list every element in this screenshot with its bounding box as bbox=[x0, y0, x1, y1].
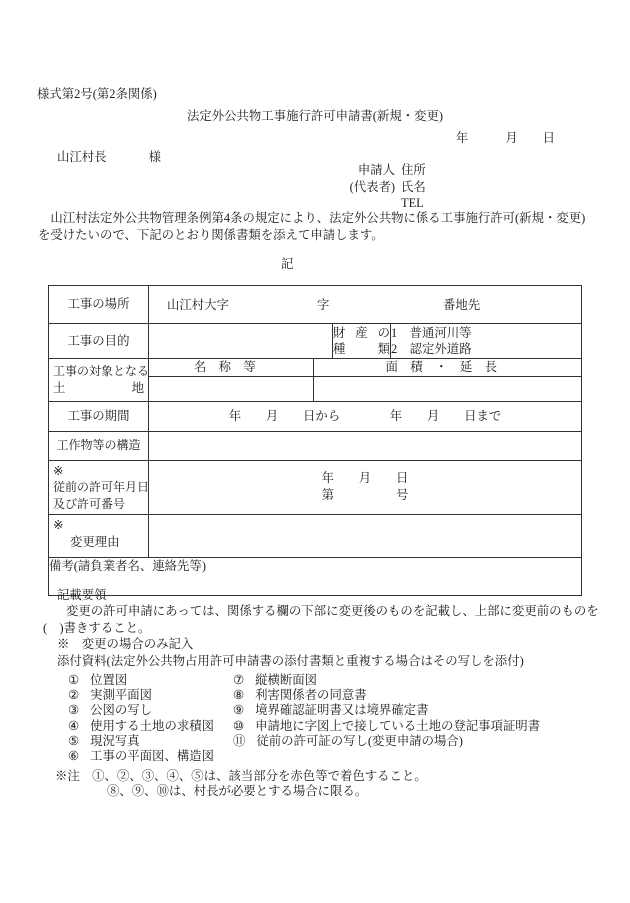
property-type-label-cell bbox=[333, 324, 391, 359]
attachment-item-5 bbox=[68, 734, 233, 749]
page-title: 法定外公共物工事施行許可申請書(新規・変更) bbox=[186, 109, 444, 123]
attachment-item-9-number: ⑨ bbox=[233, 703, 245, 718]
construction-purpose-cell bbox=[149, 324, 333, 359]
application-table bbox=[48, 285, 582, 596]
attachment-item-4-number: ④ bbox=[68, 718, 80, 733]
attachments-list bbox=[68, 673, 618, 764]
addressee bbox=[57, 147, 161, 165]
change-reason-label: 変更理由 bbox=[70, 534, 120, 549]
addressee-honorific: 様 bbox=[148, 150, 161, 164]
land-area-value-cell bbox=[314, 376, 582, 401]
change-reason-mark: ※ bbox=[53, 518, 64, 532]
remarks-cell: 備考(請負業者名、連絡先等) bbox=[49, 558, 582, 596]
row-label-change-reason bbox=[49, 515, 149, 558]
previous-permit-value-cell bbox=[149, 460, 582, 515]
table-row-purpose bbox=[49, 324, 582, 359]
notes-heading: 記載要領 bbox=[57, 588, 107, 602]
applicant-label: 申請人 bbox=[357, 163, 395, 177]
change-reason-value-cell bbox=[149, 515, 582, 558]
body-paragraph-line2: を受けたいので、下記のとおり関係書類を添えて申請します。 bbox=[38, 228, 384, 242]
attachment-item-8 bbox=[233, 688, 618, 703]
attachment-item-1-number: ① bbox=[68, 673, 80, 688]
previous-permit-mark: ※ bbox=[53, 463, 64, 478]
construction-period-cell: 年 月 日から 年 月 日まで bbox=[149, 401, 582, 431]
previous-permit-label-line2: 及び許可番号 bbox=[53, 496, 126, 511]
attachment-item-6 bbox=[68, 749, 233, 764]
row-label-previous-permit bbox=[49, 460, 149, 515]
row-label-construction-site: 工事の場所 bbox=[49, 286, 149, 324]
construction-site-cell bbox=[149, 286, 582, 324]
location-lot-number: 番地先 bbox=[443, 297, 481, 312]
change-only-note: ※ 変更の場合のみ記入 bbox=[57, 637, 194, 652]
attachment-item-10-text: 申請地に字図上で接している土地の登記事項証明書 bbox=[255, 718, 541, 733]
attachment-item-10-number: ⑩ bbox=[233, 718, 245, 733]
form-number: 様式第2号(第2条関係) bbox=[37, 87, 157, 101]
footnote-mayor-discretion: ⑧、⑨、⑩は、村長が必要とする場合に限る。 bbox=[107, 784, 368, 799]
attachment-item-2 bbox=[68, 688, 233, 703]
addressee-name: 山江村長 bbox=[57, 150, 107, 164]
row-label-construction-purpose: 工事の目的 bbox=[49, 324, 149, 359]
applicant-tel-field: TEL bbox=[401, 196, 424, 210]
footnote-coloring: ※注 ①、②、③、④、⑤は、該当部分を赤色等で着色すること。 bbox=[55, 769, 427, 784]
table-row-period bbox=[49, 401, 582, 431]
representative-label: (代表者) bbox=[349, 179, 395, 194]
attachment-item-7-text: 縦横断面図 bbox=[255, 673, 318, 688]
body-paragraph-line1: 山江村法定外公共物管理条例第4条の規定により、法定外公共物に係る工事施行許可(新規・変更) bbox=[50, 211, 586, 225]
attachment-item-3 bbox=[68, 703, 233, 718]
notes-instruction-line2: ( )書きすること。 bbox=[43, 620, 151, 635]
attachment-item-1-text: 位置図 bbox=[90, 673, 128, 688]
property-type-option2: 2 認定外道路 bbox=[391, 342, 472, 356]
attachment-item-6-number: ⑥ bbox=[68, 749, 80, 764]
attachment-item-9-text: 境界確認証明書又は境界確定書 bbox=[255, 703, 429, 718]
attachment-item-10 bbox=[233, 719, 618, 734]
attachment-item-2-text: 実測平面図 bbox=[90, 688, 153, 703]
attachment-item-1 bbox=[68, 673, 233, 688]
attachment-item-11 bbox=[233, 734, 618, 749]
attachment-item-7-number: ⑦ bbox=[233, 673, 245, 688]
table-row-location bbox=[49, 286, 582, 324]
target-land-label-line2: 土 地 bbox=[53, 380, 144, 395]
previous-permit-date: 年 月 日 bbox=[321, 471, 409, 486]
record-marker: 記 bbox=[281, 257, 294, 271]
row-label-structure: 工作物等の構造 bbox=[49, 431, 149, 460]
property-type-option1: 1 普通河川等 bbox=[391, 325, 472, 340]
attachment-item-3-text: 公図の写し bbox=[90, 703, 153, 718]
land-name-value-cell bbox=[149, 376, 314, 401]
date-line: 年 月 日 bbox=[455, 131, 555, 145]
property-type-options-cell bbox=[391, 324, 582, 359]
structure-value-cell bbox=[149, 431, 582, 460]
attachment-item-3-number: ③ bbox=[68, 703, 80, 718]
attachment-item-4 bbox=[68, 719, 233, 734]
target-land-label-line1: 工事の対象となる bbox=[53, 364, 150, 379]
notes-section bbox=[43, 587, 618, 800]
table-row-structure bbox=[49, 431, 582, 460]
applicant-block bbox=[329, 162, 426, 212]
applicant-name-field: 氏名 bbox=[401, 179, 426, 194]
table-row-target-land-header bbox=[49, 359, 582, 377]
previous-permit-label-line1: 従前の許可年月日 bbox=[53, 480, 150, 494]
table-row-change-reason bbox=[49, 515, 582, 558]
notes-instruction-line1: 変更の許可申請にあっては、関係する欄の下部に変更後のものを記載し、上部に変更前のものを bbox=[66, 604, 599, 619]
property-type-label-line1: 財 産 の bbox=[333, 325, 390, 340]
attachment-item-5-text: 現況写真 bbox=[90, 733, 140, 748]
column-header-area-length: 面積・延長 bbox=[314, 359, 582, 377]
attachment-item-4-text: 使用する土地の求積図 bbox=[90, 718, 215, 733]
property-type-label-line2: 種 類 bbox=[333, 342, 390, 356]
table-row-previous-permit bbox=[49, 460, 582, 515]
location-aza: 字 bbox=[317, 297, 330, 312]
attachment-item-9 bbox=[233, 703, 618, 718]
attachment-item-5-number: ⑤ bbox=[68, 733, 80, 748]
attachment-item-6-text: 工事の平面図、構造図 bbox=[90, 749, 215, 764]
attachment-item-11-text: 従前の許可証の写し(変更申請の場合) bbox=[256, 733, 463, 748]
attachment-item-2-number: ② bbox=[68, 688, 80, 703]
previous-permit-number: 第 号 bbox=[321, 488, 409, 503]
attachment-item-8-text: 利害関係者の同意書 bbox=[255, 688, 367, 703]
attachment-item-11-number: ⑪ bbox=[233, 733, 246, 748]
row-label-construction-period: 工事の期間 bbox=[49, 401, 149, 431]
applicant-address-field: 住所 bbox=[401, 163, 426, 177]
column-header-name: 名称等 bbox=[149, 359, 314, 377]
row-label-target-land bbox=[49, 359, 149, 402]
attachment-item-7 bbox=[233, 673, 618, 688]
attachment-item-8-number: ⑧ bbox=[233, 688, 245, 703]
attachments-heading: 添付資料(法定外公共物占用許可申請書の添付書類と重複する場合はその写しを添付) bbox=[57, 653, 524, 668]
body-paragraph bbox=[38, 210, 613, 244]
location-prefix: 山江村大字 bbox=[167, 297, 229, 312]
